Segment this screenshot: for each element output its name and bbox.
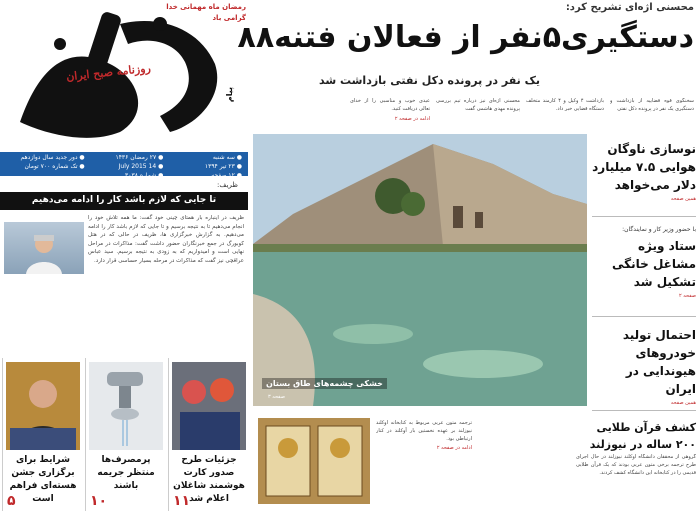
right-story-kicker: با حضور وزیر کار و نمایندگان: [622,226,696,233]
lead-text: عیدی خوب و مناسبی را از خدای تعالی دریافت کنید. [350,98,430,112]
right-story-more[interactable]: صفحه ۲ [679,293,696,299]
workers-image [172,362,246,450]
box-title: شرایط برای برگزاری جشن هسته‌ای فراهم است [9,455,77,505]
right-story-title: ستاد ویژه مشاغل خانگی تشکیل شد [611,239,696,289]
lead-column [610,98,694,130]
date-bar [0,152,248,179]
photo-page-ref: صفحه ۳ [268,394,285,400]
right-story-more[interactable]: همین صفحه [670,400,696,406]
lead-column [526,98,604,130]
right-story[interactable] [592,140,696,202]
lead-text: بازداشت ۴ وکیل و ۴ کارمند متخلف دستگاه قضایی خبر داد. [526,98,604,112]
bottom-story-text2: ترجمه متون عربی مربوط به کتابخانه آوکلند نیوزلند بر عهده نخستین بار آوکلند در کنار ارتباطی بود. [376,420,472,442]
editorial-body [88,214,244,352]
workers-photo [172,362,246,450]
date-item: ● ۲۷ رمضان ۱۴۳۶ [115,154,164,161]
right-story[interactable] [592,326,696,406]
editorial-tag: ظریف: [217,181,238,189]
date-item: ● دور جدید سال دوازدهم [20,154,85,161]
page-number: ۱۰ [90,493,108,509]
divider [592,316,696,317]
editorial-title: تا جایی که لازم باشد کار را ادامه می‌دهیم [0,192,248,210]
minister-image [6,362,80,450]
box-title: جزئیات طرح صدور کارت هوشمند شاغلان اعلام شد [173,455,245,505]
date-item: ● تک شماره ۷۰۰ تومان [24,163,85,170]
center-photo[interactable] [253,134,587,406]
photo-caption: خشکی چشمه‌های طاق بستان [262,378,387,389]
date-item: ● ۱۲ صفحه [211,172,242,179]
page-number: ۱۱ [173,493,191,509]
right-story-more[interactable]: همین صفحه [670,196,696,202]
main-headline: دستگیری۵نفر از فعالان فتنه۸۸ [237,20,694,55]
faucet-photo [89,362,163,450]
right-story-title: احتمال تولید خودروهای هیوندایی در ایران [622,328,696,396]
quran-image [258,418,370,504]
continue-link[interactable]: ادامه در صفحه ۲ [394,115,430,122]
date-item: ● شماره ۳۰۳۸ [125,172,164,179]
bottom-story-text: گروهی از محققان دانشگاه آوکلند نیوزلند در حال اجرای طرح ترجمه برخی متون عربی بودند که یک قرآن طلایی قدیمی را در کتابخانه این دانشگاه کشف کردند. [576,454,696,476]
bottom-story-col2 [376,420,472,504]
bottom-story-more[interactable]: ادامه در صفحه ۲ [436,445,472,452]
faucet-image [89,362,163,450]
person-photo [22,232,66,274]
quran-photo [258,418,370,504]
masthead [0,0,248,150]
box-title: پرمصرف‌ها منتظر جریمه باشند [97,455,155,492]
divider [592,410,696,411]
logo-text [110,40,112,41]
minister-photo [6,362,80,450]
bottom-box[interactable] [85,358,165,511]
bottom-story-title: کشف قرآن طلایی ۲۰۰ ساله در نیوزلند [589,421,696,451]
lead-text: محسنی اژه‌ای نیز درباره تیم بررسی پرونده مهدی هاشمی گفت [436,98,520,112]
page-number: ۵ [7,493,16,509]
headline-kicker: محسنی اژه‌ای تشریح کرد: [565,2,694,13]
logo-prefix: پیام [225,86,235,103]
motto-line: گرامی باد [212,13,246,22]
logo-subtitle: روزنامه صبح ایران [65,61,152,84]
right-story[interactable] [592,226,696,299]
date-item: ● سه شنبه [212,154,242,161]
date-item: ● 14 July 2015 [118,163,164,170]
editorial-photo [4,222,84,274]
headline-subhead: یک نفر در پرونده دکل نفتی بازداشت شد [318,74,540,87]
bottom-story-body [576,454,696,504]
lead-column [350,98,430,130]
bottom-box[interactable] [2,358,82,511]
motto-line: رمضان ماه مهمانی خدا [166,3,246,11]
divider [592,216,696,217]
right-story-title: نوسازی ناوگان هوایی ۷.۵ میلیارد دلار می‌خواهد [592,142,696,192]
landscape-image [253,134,587,406]
bottom-box[interactable] [168,358,248,511]
date-item: ● ۲۳ تیر ۱۳۹۴ [204,163,242,170]
lead-column [436,98,520,130]
lead-text: سخنگوی قوه قضاییه از بازداشت و دستگیری یک نفر در پرونده دکل نفتی [610,98,694,112]
editorial-text: ظریف در اینباره بار همتای چینی خود گفت: ما همه تلاش خود را انجام می‌دهیم تا به نتیجه برسیم و تا جایی که لازم باشد کار را ادامه می‌دهیم. به گزارش خبرگزاری ها، ظریف در حالی که در هتل کوبورگ در جمع خبرنگاران حضور داشت گفت: مذاکرات در مراحل نهایی است و امیدواریم که به زودی به نتیجه برسیم. سید عباس عراقچی نیز گفت که مذاکرات در مرحله بسیار حساسی قرار دارد. [88,215,244,264]
